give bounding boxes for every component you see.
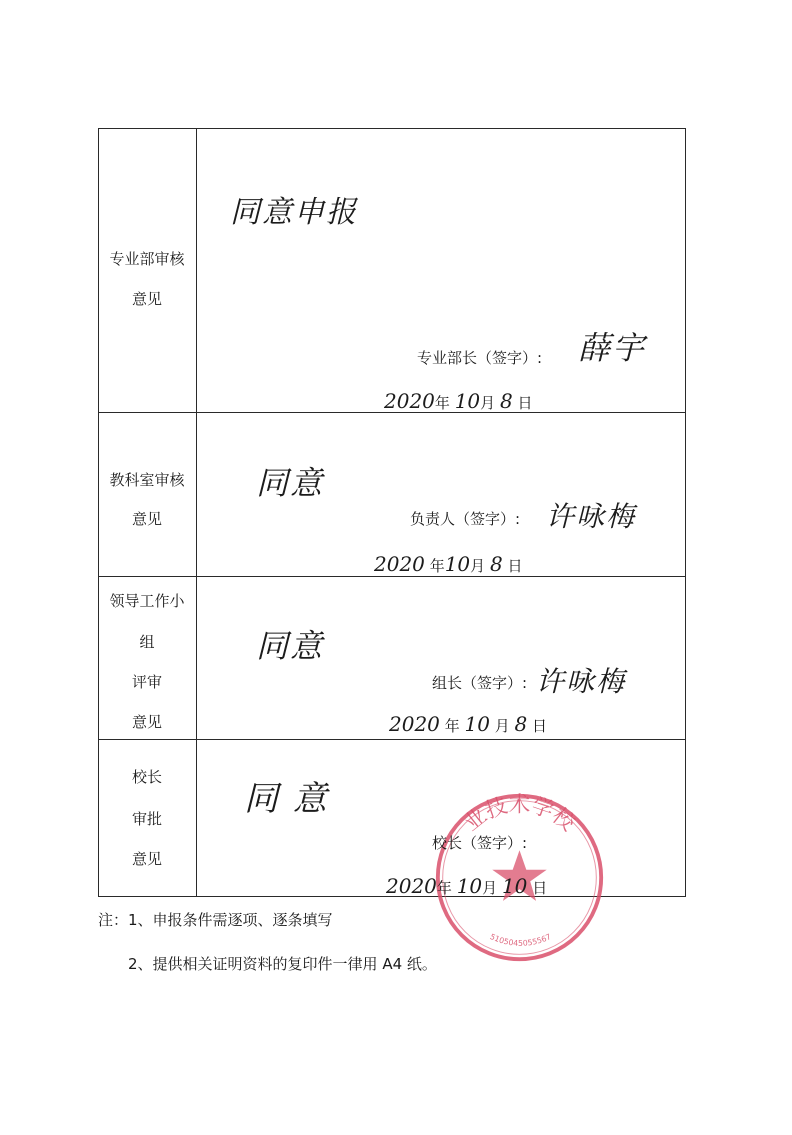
seal-text: 业技术学校 bbox=[459, 792, 580, 837]
handwritten-opinion: 同意 bbox=[256, 464, 325, 502]
date-month-char: 月 bbox=[494, 717, 510, 735]
date-line bbox=[386, 876, 547, 896]
date-year-char: 年 bbox=[436, 879, 452, 897]
date-day-char: 日 bbox=[507, 557, 523, 575]
signer-label: 专业部长（签字）: bbox=[417, 349, 543, 367]
signer-label: 负责人（签字）: bbox=[410, 510, 521, 528]
section-label-line: 意见 bbox=[131, 713, 162, 731]
date-day-char: 日 bbox=[517, 394, 533, 412]
date-day-hand: 10 bbox=[501, 874, 528, 898]
date-day-hand: 8 bbox=[514, 712, 528, 736]
section-label-line: 意见 bbox=[131, 510, 162, 528]
date-line bbox=[384, 391, 532, 411]
date-day-hand: 8 bbox=[499, 389, 513, 413]
section-label-line: 专业部审核 bbox=[109, 250, 185, 268]
date-month-char: 月 bbox=[470, 557, 486, 575]
section-label-line: 领导工作小 bbox=[109, 592, 185, 610]
handwritten-opinion: 同意申报 bbox=[230, 195, 358, 230]
section-label-line: 教科室审核 bbox=[109, 471, 185, 489]
table-column-divider bbox=[196, 128, 197, 897]
date-year-hand: 2020 bbox=[384, 389, 435, 413]
handwritten-opinion: 同 意 bbox=[244, 779, 329, 819]
section-label-line: 组 bbox=[139, 633, 155, 651]
section-label-line: 评审 bbox=[131, 673, 162, 691]
date-year-char: 年 bbox=[444, 717, 460, 735]
section-label-line: 意见 bbox=[131, 290, 162, 308]
date-day-hand: 8 bbox=[489, 552, 503, 576]
date-year-hand: 2020 bbox=[374, 552, 425, 576]
date-month-char: 月 bbox=[480, 394, 496, 412]
date-month-hand: 10 bbox=[444, 552, 471, 576]
footnote-line-2: 2、提供相关证明资料的复印件一律用 A4 纸。 bbox=[128, 955, 437, 973]
date-day-char: 日 bbox=[532, 879, 548, 897]
date-month-hand: 10 bbox=[454, 389, 481, 413]
date-day-char: 日 bbox=[532, 717, 548, 735]
date-year-hand: 2020 bbox=[386, 874, 437, 898]
section-label-line: 意见 bbox=[131, 850, 162, 868]
handwritten-signature: 许咏梅 bbox=[536, 665, 627, 698]
table-row-divider bbox=[98, 576, 686, 577]
date-year-char: 年 bbox=[434, 394, 450, 412]
seal-number: 5105045055567 bbox=[488, 932, 553, 948]
date-line bbox=[389, 714, 547, 734]
handwritten-signature: 许咏梅 bbox=[546, 500, 637, 533]
date-line bbox=[374, 554, 522, 574]
handwritten-opinion: 同意 bbox=[256, 627, 325, 665]
footnote-line-1: 注：1、申报条件需逐项、逐条填写 bbox=[98, 911, 333, 929]
date-year-char: 年 bbox=[429, 557, 445, 575]
date-month-char: 月 bbox=[482, 879, 498, 897]
signer-label: 组长（签字）: bbox=[432, 674, 528, 692]
section-label-line: 校长 bbox=[131, 768, 162, 786]
date-month-hand: 10 bbox=[464, 712, 490, 736]
date-year-hand: 2020 bbox=[389, 712, 440, 736]
date-month-hand: 10 bbox=[456, 874, 483, 898]
table-row-divider bbox=[98, 739, 686, 740]
handwritten-signature: 薛宇 bbox=[578, 329, 647, 367]
signer-label: 校长（签字）: bbox=[432, 834, 528, 852]
section-label-line: 审批 bbox=[131, 810, 162, 828]
